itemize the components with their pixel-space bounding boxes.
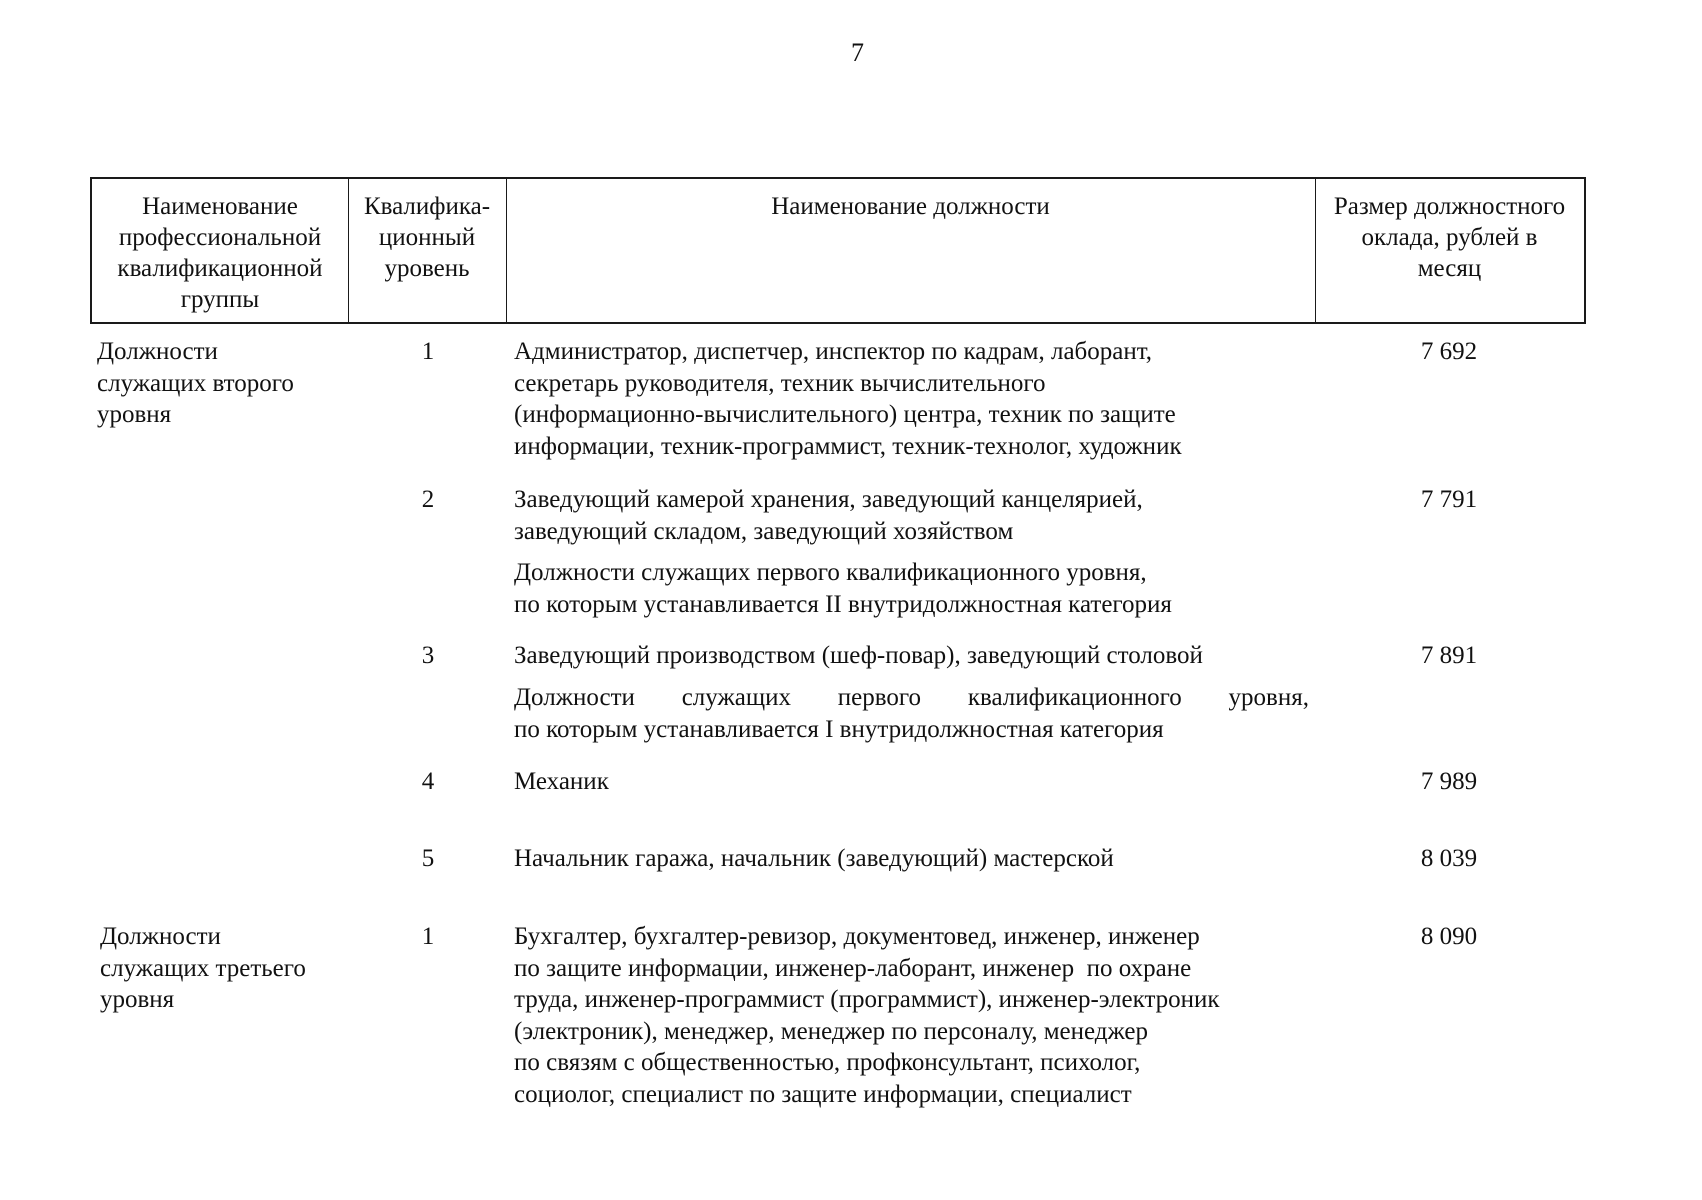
salary-value: 8 039: [1420, 845, 1478, 872]
group-name-second-level: Должности служащих второго уровня: [97, 338, 294, 428]
header-position-name: Наименование должности: [771, 193, 1050, 220]
header-qualification-level: Квалифика- ционный уровень: [363, 193, 491, 282]
table-header: [90, 177, 1586, 324]
qualification-level: 1: [421, 338, 435, 365]
group-name-third-level: Должности служащих третьего уровня: [100, 923, 306, 1013]
position-list: Заведующий производством (шеф-повар), заведующий столовой: [514, 642, 1203, 669]
qualification-level: 1: [421, 923, 435, 950]
qualification-level: 3: [421, 642, 435, 669]
position-list: Заведующий камерой хранения, заведующий канцелярией, заведующий складом, заведующий хозяйством: [514, 486, 1143, 545]
qualification-level: 4: [421, 768, 435, 795]
salary-value: 7 692: [1420, 338, 1478, 365]
position-note: Должности служащих первого квалификационного уровня, по которым устанавливается I внутридолжностная категория: [514, 684, 1309, 743]
position-list: Начальник гаража, начальник (заведующий) мастерской: [514, 845, 1114, 872]
salary-value: 8 090: [1420, 923, 1478, 950]
position-list: Механик: [514, 768, 609, 795]
salary-value: 7 891: [1420, 642, 1478, 669]
qualification-level: 2: [421, 486, 435, 513]
position-list: Администратор, диспетчер, инспектор по кадрам, лаборант, секретарь руководителя, техник вычислительного (информационно-вычислительного) центра, техник по защите информации, техник-программист, техник-технолог, художник: [514, 338, 1182, 460]
salary-value: 7 989: [1420, 768, 1478, 795]
page-number: 7: [851, 38, 864, 67]
qualification-level: 5: [421, 845, 435, 872]
position-list: Бухгалтер, бухгалтер-ревизор, документовед, инженер, инженер по защите информации, инженер-лаборант, инженер по охране труда, инженер-программист (программист), инженер-электроник (электроник), менеджер, менеджер по персоналу, менеджер по связям с общественностью, профконсультант, психолог, социолог, специалист по защите информации, специалист: [514, 923, 1220, 1108]
salary-value: 7 791: [1420, 486, 1478, 513]
position-note: Должности служащих первого квалификационного уровня, по которым устанавливается II внутридолжностная категория: [514, 559, 1172, 618]
header-salary: Размер должностного оклада, рублей в месяц: [1333, 193, 1566, 282]
header-group-name: Наименование профессиональной квалификационной группы: [117, 193, 323, 313]
